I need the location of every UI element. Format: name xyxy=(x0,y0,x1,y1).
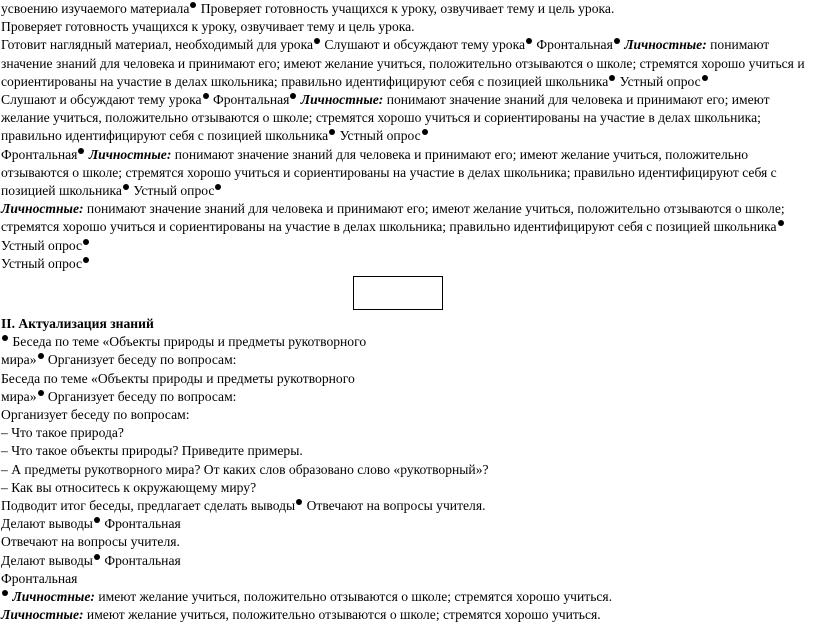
text-span: Устный опрос xyxy=(336,128,421,144)
text-line xyxy=(1,606,813,624)
label-personal: Личностные: xyxy=(88,146,172,162)
section-heading: II. Актуализация знаний xyxy=(1,316,154,332)
text-line xyxy=(1,370,813,388)
text-line xyxy=(1,515,813,533)
text-span: Проверяет готовность учащихся к уроку, озвучивает тему и цель урока. xyxy=(1,19,415,35)
text-span: Отвечают на вопросы учителя. xyxy=(303,498,486,514)
text-span: Организует беседу по вопросам: xyxy=(44,352,237,368)
bullet-icon xyxy=(38,353,44,359)
label-personal: Личностные: xyxy=(300,92,384,108)
text-line xyxy=(1,533,813,551)
empty-box xyxy=(353,276,443,310)
bullet-icon xyxy=(190,2,196,8)
bullet-icon xyxy=(422,129,428,135)
label-personal: Личностные: xyxy=(624,37,707,53)
text-span: понимают значение знаний для человека и принимают его; имеют желание учиться, положительно отзываются о школе; стремятся хорошо учиться и сориентированы на участие в делах школьника; правильно идентифицируют себя с позицией школьника xyxy=(1,37,805,89)
paragraph xyxy=(1,36,813,91)
bullet-icon xyxy=(314,38,320,44)
bullet-icon xyxy=(94,517,100,523)
text-span: Устный опрос xyxy=(129,183,215,199)
bullet-icon xyxy=(614,38,620,44)
text-span: мира» xyxy=(1,352,37,368)
text-span: понимают значение знаний для человека и принимают его; имеют желание учиться, положительно отзываются о школе; стремятся хорошо учиться и сориентированы на участие в делах школьника; правильно идентифицируют себя с позицией школьника xyxy=(1,201,785,235)
bullet-icon xyxy=(526,38,532,44)
text-span: имеют желание учиться, положительно отзываются о школе; стремятся хорошо учиться. xyxy=(83,607,601,623)
text-span: Фронтальная xyxy=(209,92,290,108)
bullet-icon xyxy=(296,499,302,505)
text-span: Фронтальная xyxy=(100,552,181,568)
text-span: Слушают и обсуждают тему урока xyxy=(1,92,202,108)
bullet-icon xyxy=(778,220,784,226)
bullet-icon xyxy=(38,390,44,396)
text-line xyxy=(1,388,813,406)
question-line: – Как вы относитесь к окружающему миру? xyxy=(1,479,257,495)
bullet-icon xyxy=(329,129,335,135)
text-span: мира» xyxy=(1,388,37,404)
bullet-icon xyxy=(203,93,209,99)
bullet-icon xyxy=(83,239,89,245)
document-body xyxy=(1,0,813,625)
text-line xyxy=(1,351,813,369)
text-span: Отвечают на вопросы учителя. xyxy=(1,534,180,550)
bullet-icon xyxy=(94,554,100,560)
text-span: Фронтальная xyxy=(100,516,181,532)
text-line xyxy=(1,588,813,606)
question-line: – Что такое природа? xyxy=(1,425,124,441)
bullet-icon xyxy=(123,184,129,190)
bullet-icon xyxy=(215,184,221,190)
question-line: – А предметы рукотворного мира? От каких слов образовано слово «рукотворный»? xyxy=(1,461,489,477)
text-span: понимают значение знаний для человека и принимают его; имеют желание учиться, положительно отзываются о школе; стремятся хорошо учиться и сориентированы на участие в делах школьника; правильно идентифицируют себя с позицией школьника xyxy=(1,146,777,199)
text-span: Слушают и обсуждают тему урока xyxy=(321,37,526,53)
text-span: усвоению изучаемого материала xyxy=(1,1,190,16)
label-personal: Личностные: xyxy=(12,589,95,605)
text-span: Готовит наглядный материал, необходимый для урока xyxy=(1,37,314,53)
text-span: Устный опрос xyxy=(1,237,83,253)
paragraph xyxy=(1,91,813,146)
bullet-icon xyxy=(702,75,708,81)
text-line xyxy=(1,255,813,273)
paragraph xyxy=(1,146,813,201)
text-span: Устный опрос xyxy=(1,255,83,271)
text-span: Устный опрос xyxy=(616,73,701,89)
text-line xyxy=(1,570,813,588)
text-line xyxy=(1,406,813,424)
bullet-icon xyxy=(78,148,84,154)
question-line: – Что такое объекты природы? Приведите примеры. xyxy=(1,443,303,459)
text-span: Беседа по теме «Объекты природы и предметы рукотворного xyxy=(9,334,367,350)
text-span: понимают значение знаний для человека и принимают его; имеют желание учиться, положительно отзываются о школе; стремятся хорошо учиться и сориентированы на участие в делах школьника; правильно идентифицируют себя с позицией школьника xyxy=(1,92,770,144)
text-line xyxy=(1,333,813,351)
text-span: Беседа по теме «Объекты природы и предметы рукотворного xyxy=(1,370,355,386)
text-span: Фронтальная xyxy=(533,37,613,53)
text-span: Подводит итог беседы, предлагает сделать выводы xyxy=(1,498,296,514)
text-span: Фронтальная xyxy=(1,146,78,162)
text-span: Организует беседу по вопросам: xyxy=(44,388,237,404)
text-span: Делают выводы xyxy=(1,552,93,568)
text-span: Проверяет готовность учащихся к уроку, озвучивает тему и цель урока. xyxy=(197,1,615,16)
label-personal: Личностные: xyxy=(1,201,84,217)
bullet-icon xyxy=(2,335,8,341)
bullet-icon xyxy=(83,257,89,263)
text-line xyxy=(1,552,813,570)
text-line xyxy=(1,497,813,515)
text-line xyxy=(1,0,813,18)
bullet-icon xyxy=(609,75,615,81)
label-personal: Личностные: xyxy=(1,607,84,623)
bullet-icon xyxy=(290,93,296,99)
text-span: Организует беседу по вопросам: xyxy=(1,407,190,423)
text-span: Делают выводы xyxy=(1,516,93,532)
bullet-icon xyxy=(2,590,8,596)
text-span: Фронтальная xyxy=(1,570,78,586)
paragraph xyxy=(1,200,813,255)
text-span: имеют желание учиться, положительно отзываются о школе; стремятся хорошо учиться. xyxy=(94,589,613,605)
text-line xyxy=(1,18,813,36)
